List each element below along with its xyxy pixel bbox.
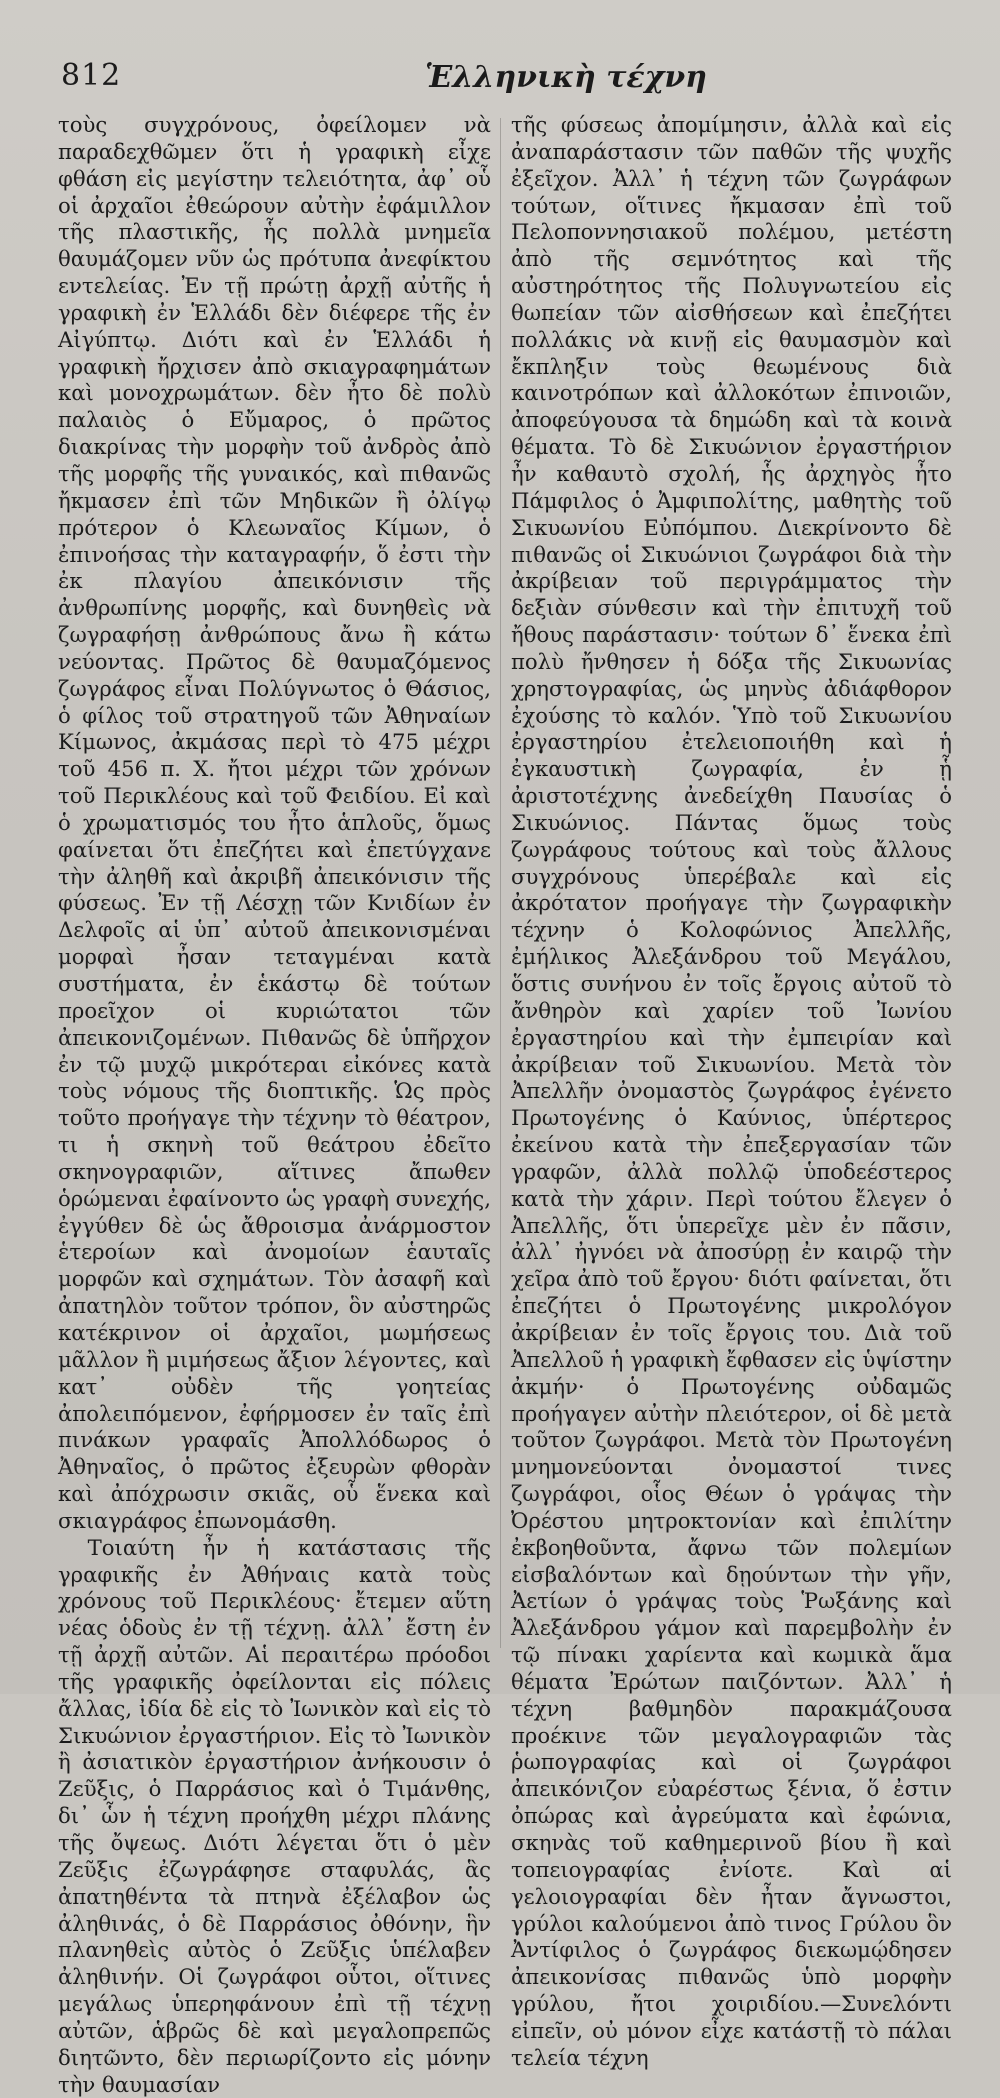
column-divider — [500, 118, 501, 1648]
right-text-column — [511, 112, 952, 2070]
left-paragraph-2: Τοιαύτη ἦν ἡ κατάστασις τῆς γραφικῆς ἐν Ἀθήναις κατὰ τοὺς χρόνους τοῦ Περικλέους· ἔτεμεν αὕτη νέας ὁδοὺς ἐν τῇ τέχνῃ. ἀλλ᾿ ἔστη ἐν τῇ ἀρχῇ αὐτῶν. Αἱ περαιτέρω πρόοδοι τῆς γραφικῆς ὀφείλονται εἰς πόλεις ἄλλας, ἰδία δὲ εἰς τὸ Ἰωνικὸν καὶ εἰς τὸ Σικυώνιον ἐργαστήριον. Εἰς τὸ Ἰωνικὸν ἢ ἀσιατικὸν ἐργαστήριον ἀνήκουσιν ὁ Ζεῦξις, ὁ Παρράσιος καὶ ὁ Τιμάνθης, δι᾿ ὧν ἡ τέχνη προήχθη μέχρι πλάνης τῆς ὄψεως. Διότι λέγεται ὅτι ὁ μὲν Ζεῦξις ἐζωγράφησε σταφυλάς, ἃς ἀπατηθέντα τὰ πτηνὰ ἐξέλαβον ὡς ἀληθινάς, ὁ δὲ Παρράσιος ὀθόνην, ἣν πλανηθεὶς αὐτὸς ὁ Ζεῦξις ὑπέλαβεν ἀληθινήν. Οἱ ζωγράφοι οὗτοι, οἵτινες μεγάλως ὑπερηφάνουν ἐπὶ τῇ τέχνῃ αὐτῶν, ἁβρῶς δὲ καὶ μεγαλοπρεπῶς διητῶντο, δὲν περιωρίζοντο εἰς μόνην τὴν θαυμασίαν — [58, 1534, 491, 2097]
right-paragraph-1: τῆς φύσεως ἀπομίμησιν, ἀλλὰ καὶ εἰς ἀναπαράστασιν τῶν παθῶν τῆς ψυχῆς ἐξεῖχον. Ἀλλ᾿ ἡ τέχνη τῶν ζωγράφων τούτων, οἵτινες ἤκμασαν ἐπὶ τοῦ Πελοποννησιακοῦ πολέμου, μετέστη ἀπὸ τῆς σεμνότητος καὶ τῆς αὐστηρότητος τῆς Πολυγνωτείου εἰς θωπείαν τῶν αἰσθήσεων καὶ ἐπεζήτει πολλάκις νὰ κινῇ εἰς θαυμασμὸν καὶ ἔκπληξιν τοὺς θεωμένους διὰ καινοτρόπων καὶ ἀλλοκότων ἐπινοιῶν, ἀποφεύγουσα τὰ δημώδη καὶ τὰ κοινὰ θέματα. Τὸ δὲ Σικυώνιον ἐργαστήριον ἦν καθαυτὸ σχολή, ἧς ἀρχηγὸς ἦτο Πάμφιλος ὁ Ἀμφιπολίτης, μαθητὴς τοῦ Σικυωνίου Εὐπόμπου. Διεκρίνοντο δὲ πιθανῶς οἱ Σικυώνιοι ζωγράφοι διὰ τὴν ἀκρίβειαν τοῦ περιγράμματος τὴν δεξιὰν σύνθεσιν καὶ τὴν ἐπιτυχῆ τοῦ ἤθους παράστασιν· τούτων δ᾿ ἕνεκα ἐπὶ πολὺ ἤνθησεν ἡ δόξα τῆς Σικυωνίας χρηστογραφίας, ὡς μηνὺς ἀδιάφθορον ἐχούσης τὸ καλόν. Ὑπὸ τοῦ Σικυωνίου ἐργαστηρίου ἐτελειοποιήθη καὶ ἡ ἐγκαυστικὴ ζωγραφία, ἐν ᾗ ἀριστοτέχνης ἀνεδείχθη Παυσίας ὁ Σικυώνιος. Πάντας ὅμως τοὺς ζωγράφους τούτους καὶ τοὺς ἄλλους συγχρόνους ὑπερέβαλε καὶ εἰς ἀκρότατον προήγαγε τὴν ζωγραφικὴν τέχνην ὁ Κολοφώνιος Ἀπελλῆς, ἐμήλικος Ἀλεξάνδρου τοῦ Μεγάλου, ὅστις συνήνου ἐν τοῖς ἔργοις αὐτοῦ τὸ ἄνθηρὸν καὶ χαρίεν τοῦ Ἰωνίου ἐργαστηρίου καὶ τὴν ἐμπειρίαν καὶ ἀκρίβειαν τοῦ Σικυωνίου. Μετὰ τὸν Ἀπελλῆν ὀνομαστὸς ζωγράφος ἐγένετο Πρωτογένης ὁ Καύνιος, ὑπέρτερος ἐκείνου κατὰ τὴν ἐπεξεργασίαν τῶν γραφῶν, ἀλλὰ πολλῷ ὑποδεέστερος κατὰ τὴν χάριν. Περὶ τούτου ἔλεγεν ὁ Ἀπελλῆς, ὅτι ὑπερεῖχε μὲν ἐν πᾶσιν, ἀλλ᾿ ἠγνόει νὰ ἀποσύρῃ ἐν καιρῷ τὴν χεῖρα ἀπὸ τοῦ ἔργου· διότι φαίνεται, ὅτι ἐπεζήτει ὁ Πρωτογένης μικρολόγον ἀκρίβειαν ἐν τοῖς ἔργοις του. Διὰ τοῦ Ἀπελλοῦ ἡ γραφικὴ ἔφθασεν εἰς ὑψίστην ἀκμήν· ὁ Πρωτογένης οὐδαμῶς προήγαγεν αὐτὴν πλειότερον, οἱ δὲ μετὰ τοῦτον ζωγράφοι. Μετὰ τὸν Πρωτογένη μνημονεύονται ὀνομαστοί τινες ζωγράφοι, οἷος Θέων ὁ γράψας τὴν Ὀρέστου μητροκτονίαν καὶ ἐπιλίτην ἐκβοηθοῦντα, ἄφνω τῶν πολεμίων εἰσβαλόντων καὶ δῃούντων τὴν γῆν, Ἀετίων ὁ γράψας τοὺς Ῥωξάνης καὶ Ἀλεξάνδρου γάμον καὶ παρεμβολὴν ἐν τῷ πίνακι χαρίεντα καὶ κωμικὰ ἅμα θέματα Ἐρώτων παιζόντων. Ἀλλ᾿ ἡ τέχνη βαθμηδὸν παρακμάζουσα προέκινε τῶν μεγαλογραφιῶν τὰς ῥωπογραφίας καὶ οἱ ζωγράφοι ἀπεικόνιζον εὐαρέστως ξένια, ὅ ἐστιν ὀπώρας καὶ ἀγρεύματα καὶ ἐφώνια, σκηνὰς τοῦ καθημερινοῦ βίου ἢ καὶ τοπειογραφίας ἐνίοτε. Καὶ αἱ γελοιογραφίαι δὲν ἦταν ἄγνωστοι, γρύλοι καλούμενοι ἀπὸ τινος Γρύλου ὃν Ἀντίφιλος ὁ ζωγράφος διεκωμῴδησεν ἀπεικονίσας πιθανῶς ὑπὸ μορφὴν γρύλου, ἤτοι χοιριδίου.—Συνελόντι εἰπεῖν, οὐ μόνον εἶχε κατάστῇ τὸ πάλαι τελεία τέχνη — [511, 112, 952, 2070]
page-header — [55, 58, 945, 108]
page-number: 812 — [61, 58, 122, 93]
left-paragraph-1: τοὺς συγχρόνους, ὀφείλομεν νὰ παραδεχθῶμεν ὅτι ἡ γραφικὴ εἶχε φθάση εἰς μεγίστην τελειότητα, ἀφ᾿ οὗ οἱ ἀρχαῖοι ἐθεώρουν αὐτὴν ἐφάμιλλον τῆς πλαστικῆς, ἧς πολλὰ μνημεῖα θαυμάζομεν νῦν ὡς πρότυπα ἀνεφίκτου εντελείας. Ἐν τῇ πρώτῃ ἀρχῇ αὐτῆς ἡ γραφικὴ ἐν Ἑλλάδι δὲν διέφερε τῆς ἐν Αἰγύπτῳ. Διότι καὶ ἐν Ἑλλάδι ἡ γραφικὴ ἤρχισεν ἀπὸ σκιαγραφημάτων καὶ μονοχρωμάτων. δὲν ἦτο δὲ πολὺ παλαιὸς ὁ Εὔμαρος, ὁ πρῶτος διακρίνας τὴν μορφὴν τοῦ ἀνδρὸς ἀπὸ τῆς μορφῆς τῆς γυναικός, καὶ πιθανῶς ἤκμασεν ἐπὶ τῶν Μηδικῶν ἢ ὀλίγῳ πρότερον ὁ Κλεωναῖος Κίμων, ὁ ἐπινοήσας τὴν καταγραφήν, ὅ ἐστι τὴν ἐκ πλαγίου ἀπεικόνισιν τῆς ἀνθρωπίνης μορφῆς, καὶ δυνηθεὶς νὰ ζωγραφήσῃ ἀνθρώπους ἄνω ἢ κάτω νεύοντας. Πρῶτος δὲ θαυμαζόμενος ζωγράφος εἶναι Πολύγνωτος ὁ Θάσιος, ὁ φίλος τοῦ στρατηγοῦ τῶν Ἀθηναίων Κίμωνος, ἀκμάσας περὶ τὸ 475 μέχρι τοῦ 456 π. Χ. ἤτοι μέχρι τῶν χρόνων τοῦ Περικλέους καὶ τοῦ Φειδίου. Εἰ καὶ ὁ χρωματισμός του ἦτο ἁπλοῦς, ὅμως φαίνεται ὅτι ἐπεζήτει καὶ ἐπετύγχανε τὴν ἀληθῆ καὶ ἀκριβῆ ἀπεικόνισιν τῆς φύσεως. Ἐν τῇ Λέσχῃ τῶν Κνιδίων ἐν Δελφοῖς αἱ ὑπ᾿ αὐτοῦ ἀπεικονισμέναι μορφαὶ ἦσαν τεταγμέναι κατὰ συστήματα, ἐν ἑκάστῳ δὲ τούτων προεῖχον οἱ κυριώτατοι τῶν ἀπεικονιζομένων. Πιθανῶς δὲ ὑπῆρχον ἐν τῷ μυχῷ μικρότεραι εἰκόνες κατὰ τοὺς νόμους τῆς διοπτικῆς. Ὡς πρὸς τοῦτο προήγαγε τὴν τέχνην τὸ θέατρον, τι ἡ σκηνὴ τοῦ θεάτρου ἐδεῖτο σκηνογραφιῶν, αἵτινες ἄπωθεν ὁρώμεναι ἐφαίνοντο ὡς γραφὴ συνεχής, ἐγγύθεν δὲ ὡς ἄθροισμα ἀνάρμοστον ἑτεροίων καὶ ἀνομοίων ἑαυταῖς μορφῶν καὶ σχημάτων. Τὸν ἀσαφῆ καὶ ἀπατηλὸν τοῦτον τρόπον, ὃν αὐστηρῶς κατέκρινον οἱ ἀρχαῖοι, μωμήσεως μᾶλλον ἢ μιμήσεως ἄξιον λέγοντες, καὶ κατ᾿ οὐδὲν τῆς γοητείας ἀπολειπόμενον, ἐφήρμοσεν ἐν ταῖς ἐπὶ πινάκων γραφαῖς Ἀπολλόδωρος ὁ Ἀθηναῖος, ὁ πρῶτος ἐξευρὼν φθορὰν καὶ ἀπόχρωσιν σκιᾶς, οὗ ἕνεκα καὶ σκιαγράφος ἐπωνομάσθη. — [58, 112, 491, 1533]
running-title: Ἑλληνικὴ τέχνη — [425, 60, 707, 95]
left-text-column — [58, 112, 491, 2097]
